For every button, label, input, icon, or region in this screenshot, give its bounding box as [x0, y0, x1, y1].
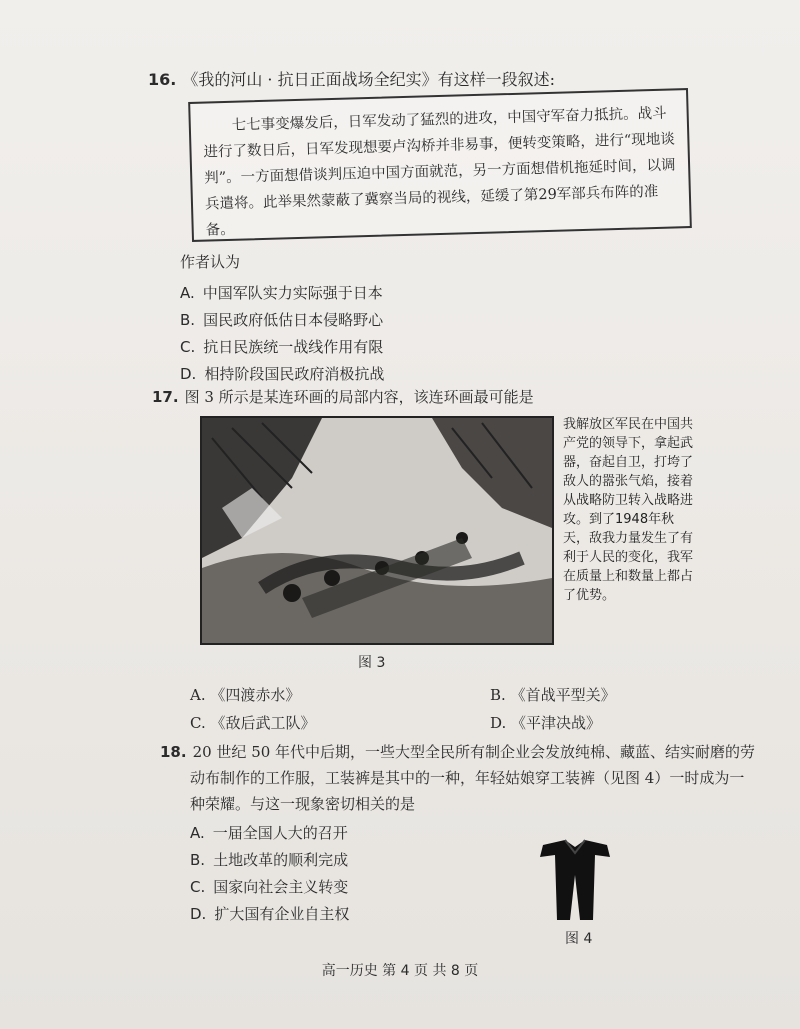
q17-option-a[interactable]	[190, 684, 300, 705]
q16-option-a[interactable]	[180, 282, 383, 304]
option-letter: A.	[180, 284, 195, 302]
q17-option-d[interactable]	[490, 712, 601, 733]
q18-stem-line1	[160, 740, 755, 764]
overalls-icon	[535, 835, 615, 925]
option-letter: D.	[190, 905, 207, 923]
q16-option-d[interactable]	[180, 363, 384, 385]
q16-prompt: 作者认为	[180, 253, 241, 271]
option-text: 《四渡赤水》	[210, 686, 301, 704]
page-footer: 高一历史 第 4 页 共 8 页	[321, 963, 479, 979]
option-text: 《首战平型关》	[510, 686, 616, 704]
option-letter: C.	[190, 878, 206, 896]
option-text: 相持阶段国民政府消极抗战	[204, 365, 385, 383]
q18-stem-text-1: 20 世纪 50 年代中后期，一些大型全民所有制企业会发放纯棉、藏蓝、结实耐磨的劳	[192, 743, 756, 761]
q16-number: 16.	[148, 70, 177, 89]
option-text: 《敌后武工队》	[210, 714, 316, 732]
q17-option-b[interactable]	[490, 684, 616, 705]
q16-stem	[148, 68, 555, 92]
q18-option-a[interactable]	[190, 822, 348, 844]
option-letter: D.	[180, 365, 197, 383]
q16-quote-text: 七七事变爆发后，日军发动了猛烈的进攻，中国守军奋力抵抗。战斗进行了数日后，日军发现想要卢沟桥并非易事，便转变策略，进行“现地谈判”。一方面想借谈判压迫中国方面就范，另一方面想借机拖延时间，以调兵遣将。此举果然蒙蔽了冀察当局的视线，延缓了第29军部兵布阵的准备。	[203, 105, 676, 239]
q18-stem-line2: 动布制作的工作服，工装裤是其中的一种，年轻姑娘穿工装裤（见图 4）一时成为一	[190, 769, 745, 787]
q17-number: 17.	[152, 388, 179, 406]
q16-option-c[interactable]	[180, 336, 383, 358]
q18-option-b[interactable]	[190, 849, 348, 871]
option-text: 《平津决战》	[511, 714, 602, 732]
option-letter: C.	[180, 338, 196, 356]
option-text: 国家向社会主义转变	[213, 878, 349, 896]
q18-option-d[interactable]	[190, 903, 349, 925]
q17-option-c[interactable]	[190, 712, 316, 733]
q16-quote-box	[188, 88, 692, 242]
q16-stem-text: 《我的河山 · 抗日正面战场全纪实》有这样一段叙述:	[182, 70, 555, 89]
option-text: 国民政府低估日本侵略野心	[203, 311, 384, 329]
q17-stem	[152, 385, 534, 409]
option-letter: D.	[490, 714, 507, 732]
option-text: 中国军队实力实际强于日本	[202, 284, 383, 302]
battle-scene-image	[202, 418, 552, 643]
option-letter: A.	[190, 686, 206, 704]
option-letter: C.	[190, 714, 206, 732]
figure-3-label: 图 3	[358, 655, 386, 671]
q16-option-b[interactable]	[180, 309, 383, 331]
option-text: 抗日民族统一战线作用有限	[203, 338, 384, 356]
q18-number: 18.	[160, 743, 187, 761]
q17-stem-text: 图 3 所示是某连环画的局部内容，该连环画最可能是	[184, 388, 534, 406]
option-letter: B.	[180, 311, 196, 329]
option-letter: A.	[190, 824, 205, 842]
option-letter: B.	[190, 851, 206, 869]
q18-option-c[interactable]	[190, 876, 348, 898]
option-text: 一届全国人大的召开	[212, 824, 348, 842]
figure-4-label: 图 4	[565, 931, 593, 947]
option-text: 土地改革的顺利完成	[213, 851, 349, 869]
option-letter: B.	[490, 686, 506, 704]
comic-illustration	[200, 416, 554, 645]
q18-stem-line3: 种荣耀。与这一现象密切相关的是	[190, 795, 416, 813]
option-text: 扩大国有企业自主权	[214, 905, 350, 923]
comic-side-caption: 我解放区军民在中国共产党的领导下，拿起武器，奋起自卫，打垮了敌人的嚣张气焰，接着从战略防卫转入战略进攻。到了1948年秋天，敌我力量发生了有利于人民的变化，我军在质量上和数量上都占了优势。	[563, 417, 694, 603]
